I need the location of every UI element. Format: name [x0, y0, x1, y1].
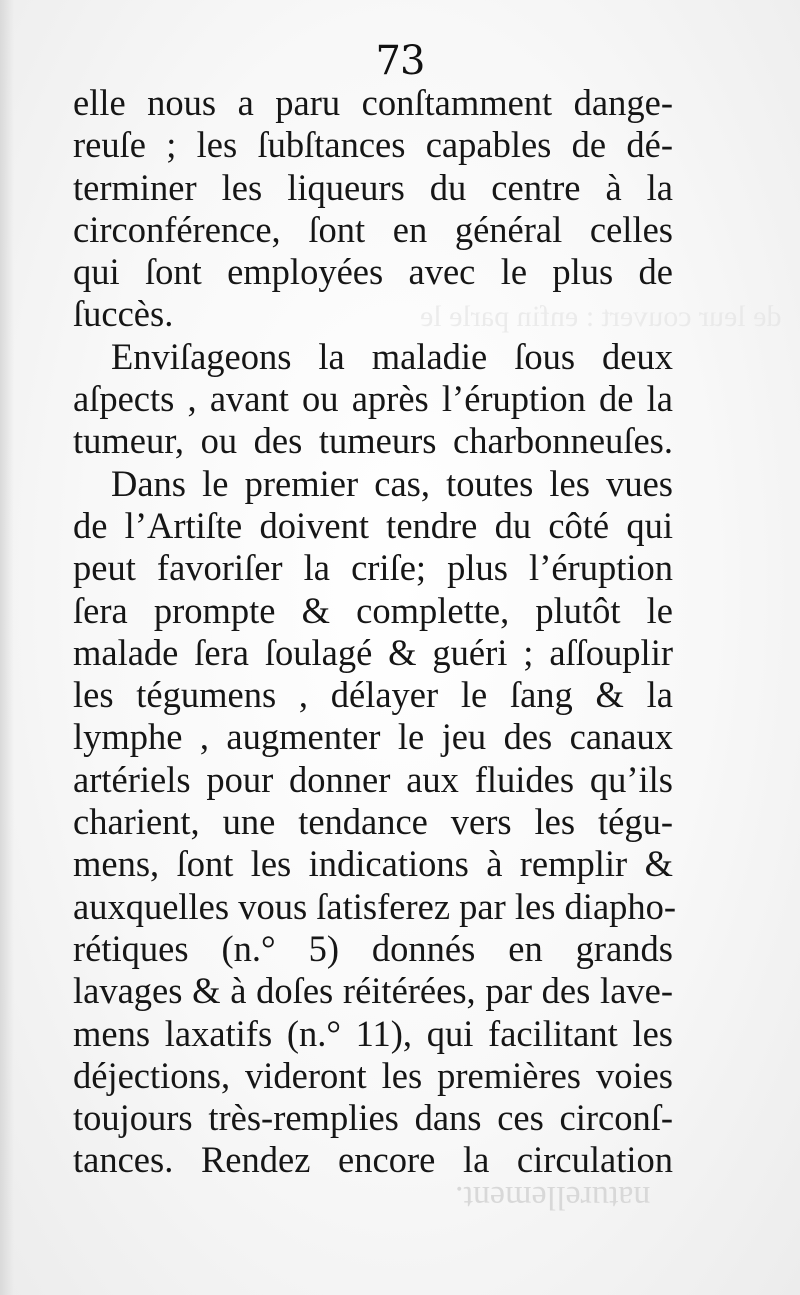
text-line: tumeur, ou des tumeurs charbonneuſes.	[73, 420, 673, 462]
text-line: ſera prompte & complette, plutôt le	[73, 589, 673, 631]
text-line: lymphe , augmenter le jeu des canaux	[73, 716, 673, 758]
text-line: auxquelles vous ſatisferez par les diapho-	[73, 885, 677, 927]
text-line: circonférence, ſont en général celles	[73, 208, 673, 250]
show-through-text-middle: de leur couvert : enfin parle le	[420, 300, 782, 333]
text-line: toujours très-remplies dans ces circonſ-	[73, 1097, 673, 1139]
text-line: tances. Rendez encore la circulation	[73, 1139, 673, 1181]
text-line: artériels pour donner aux fluides qu’ils	[73, 758, 673, 800]
text-line: rétiques (n.° 5) donnés en grands	[73, 927, 673, 969]
text-line: mens, ſont les indications à remplir &	[73, 843, 673, 885]
page-edge-shadow	[0, 0, 14, 1295]
text-line: peut favoriſer la criſe; plus l’éruption	[73, 547, 673, 589]
page-number: 73	[375, 38, 425, 84]
text-line: lavages & à doſes réitérées, par des lave-	[73, 970, 673, 1012]
text-line: déjections, videront les premières voies	[73, 1054, 673, 1096]
text-line: Dans le premier cas, toutes les vues	[111, 462, 673, 504]
text-line: mens laxatifs (n.° 11), qui facilitant les	[73, 1012, 673, 1054]
text-line: qui ſont employées avec le plus de	[73, 251, 673, 293]
show-through-text-bottom: naturellement.	[455, 1179, 651, 1216]
text-line: Enviſageons la maladie ſous deux	[111, 335, 673, 377]
body-text	[73, 82, 677, 1182]
text-line: aſpects , avant ou après l’éruption de la	[73, 378, 673, 420]
text-line: elle nous a paru conſtamment dange-	[73, 82, 673, 123]
text-line: terminer les liqueurs du centre à la	[73, 166, 673, 208]
text-line: les tégumens , délayer le ſang & la	[73, 674, 673, 716]
text-line: charient, une tendance vers les tégu-	[73, 801, 673, 843]
text-line: ſuccès.	[73, 293, 174, 335]
text-line: de l’Artiſte doivent tendre du côté qui	[73, 504, 673, 546]
text-line: reuſe ; les ſubſtances capables de dé-	[73, 124, 673, 166]
text-line: malade ſera ſoulagé & guéri ; aſſouplir	[73, 631, 673, 673]
